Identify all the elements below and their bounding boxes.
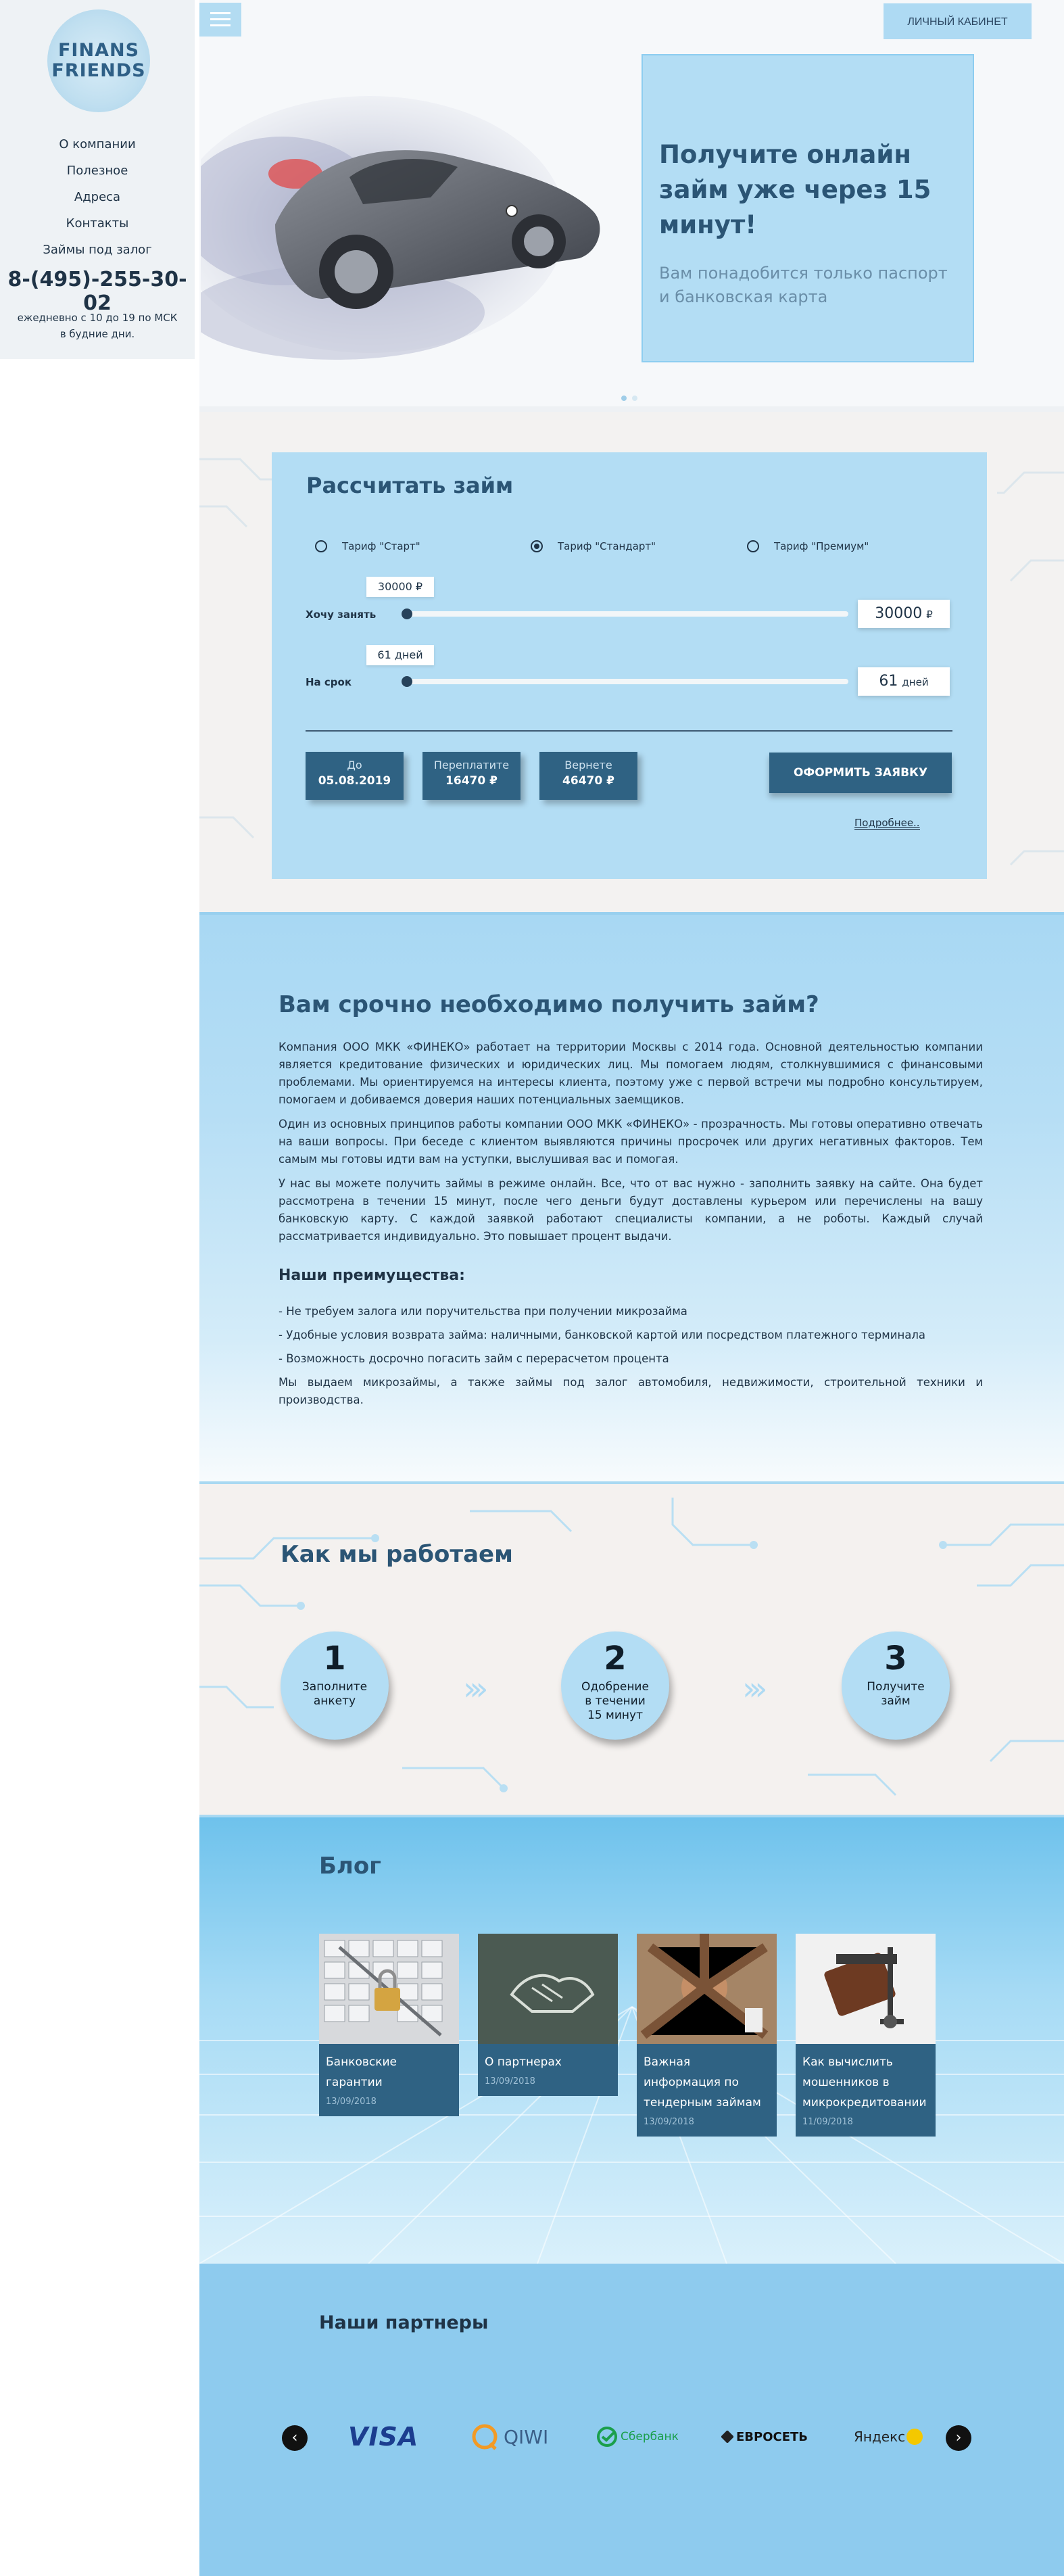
post-date: 13/09/2018 (644, 2117, 694, 2127)
step-number: 3 (884, 1640, 907, 1677)
partner-logo-qiwi[interactable] (470, 2422, 548, 2452)
carousel-next-button[interactable] (946, 2425, 971, 2451)
post-title-line: Банковские (326, 2055, 397, 2069)
amount-bubble: 30000 ₽ (366, 577, 434, 597)
post-title[interactable] (326, 2052, 452, 2093)
step-text-line: займ (881, 1694, 911, 1708)
advantage-item: - Возможность досрочно погасить займ с перерасчетом процента (279, 1352, 669, 1365)
about-paragraph: У нас вы можете получить займы в режиме онлайн. Все, что от вас нужно - заполнить заявку на сайте. Она будет рассмотрена в течении 15 минут, после чего деньги будут доставлены курьером или перечислены на вашу банковскую карту. С каждой заявкой работают специалисты компании, а не роботы. Каждый случай рассматривается индивидуально. Это повышает процент выдачи. (279, 1177, 983, 1243)
hours-line-2: в будние дни. (59, 328, 135, 340)
partner-logo-sberbank[interactable] (597, 2422, 679, 2452)
term-unit: дней (902, 676, 929, 688)
step-number: 2 (604, 1640, 627, 1677)
calculator-section (199, 406, 1064, 912)
step-text-line: 15 минут (587, 1709, 643, 1722)
partners-title: Наши партнеры (319, 2312, 489, 2333)
chevron-right-icon: › (955, 2429, 962, 2446)
post-body (478, 2044, 618, 2096)
blog-post-card[interactable] (319, 1934, 459, 2116)
nav-about[interactable]: О компании (59, 137, 136, 151)
menu-icon-bar (210, 18, 231, 20)
post-title-line: гарантии (326, 2076, 383, 2089)
promo-box (642, 54, 974, 362)
advantage-item: - Не требуем залога или поручительства при получении микрозайма (279, 1305, 687, 1318)
step-text-line: в течении (585, 1694, 646, 1708)
amount-slider-track[interactable] (402, 611, 848, 617)
radio-icon (747, 540, 759, 552)
about-paragraph: Компания ООО МКК «ФИНЕКО» работает на территории Москвы с 2014 года. Основной деятельностью компании является кредитование физических и юридических лиц. Мы помогаем людям, столкнувшимися с финансовыми проблемами. Мы ориентируемся на интересы клиента, поэтому уже с первой встречи мы подробно консультируем, помогаем и добиваемся доверия наших потенциальных заемщиков. (279, 1041, 983, 1106)
partner-logo-visa[interactable]: VISA (348, 2422, 419, 2452)
blog-post-card[interactable] (637, 1934, 777, 2137)
step-text-line: Заполните (301, 1680, 368, 1694)
post-title[interactable] (485, 2052, 611, 2072)
phone-number[interactable]: 8-(495)-255-30-02 (7, 268, 187, 315)
step-text-line: анкету (313, 1694, 356, 1708)
blog-post-card[interactable] (796, 1934, 936, 2137)
post-title-line: микрокредитовании (802, 2096, 927, 2109)
logo-line-2: FRIENDS (51, 60, 146, 81)
post-title[interactable] (802, 2052, 929, 2113)
step-text-line: Одобрение (581, 1680, 649, 1694)
blog-post-card[interactable] (478, 1934, 618, 2096)
post-image-keyboard-lock (319, 1934, 459, 2044)
team-hands-icon (637, 1934, 777, 2044)
how-we-work-section (199, 1481, 1064, 1817)
more-details-link[interactable]: Подробнее.. (854, 817, 920, 829)
amount-unit: ₽ (926, 609, 933, 621)
logo-line-1: FINANS (57, 40, 140, 61)
keyboard-lock-icon (319, 1934, 459, 2044)
return-label: Вернете (564, 759, 612, 771)
euroset-text: ЕВРОСЕТЬ (736, 2429, 808, 2444)
tariff-standard-radio[interactable] (531, 540, 656, 552)
step-3 (842, 1631, 950, 1740)
working-hours (0, 310, 195, 342)
return-box (539, 752, 637, 800)
sidebar (0, 0, 195, 359)
post-title-line: О партнерах (485, 2055, 562, 2069)
post-body (319, 2044, 459, 2116)
wallet-clamp-icon (796, 1934, 936, 2044)
return-value: 46470 ₽ (562, 774, 614, 788)
nav-addresses[interactable]: Адреса (74, 190, 121, 204)
advantage-item: - Удобные условия возврата займа: наличными, банковской картой или посредством платежного терминала (279, 1329, 926, 1341)
step-text (281, 1680, 389, 1709)
post-title[interactable] (644, 2052, 770, 2113)
due-date-value: 05.08.2019 (318, 774, 391, 788)
post-title-line: Важная (644, 2055, 691, 2069)
post-date: 11/09/2018 (802, 2117, 853, 2127)
slider-dot[interactable] (632, 396, 637, 401)
calculator-divider (306, 730, 952, 732)
step-text (842, 1680, 950, 1709)
about-section (199, 912, 1064, 1481)
hours-line-1: ежедневно с 10 до 19 по МСК (17, 312, 178, 324)
tariff-premium-radio[interactable] (747, 540, 869, 552)
nav-secured-loans[interactable]: Займы под залог (43, 243, 152, 257)
overpay-label: Переплатите (433, 759, 510, 771)
yandex-text: Яндекс (854, 2429, 906, 2445)
chevron-left-icon: ‹ (291, 2429, 298, 2446)
overpay-box (422, 752, 521, 800)
menu-toggle-button[interactable] (199, 3, 241, 37)
term-bubble: 61 дней (366, 645, 434, 665)
partner-logo-euroset[interactable] (721, 2422, 808, 2452)
logo[interactable] (47, 9, 150, 112)
blog-title: Блог (319, 1853, 381, 1880)
step-number: 1 (323, 1640, 346, 1677)
sberbank-icon (597, 2427, 617, 2447)
slider-dots (621, 391, 643, 404)
handshake-icon (478, 1934, 618, 2044)
post-image-wallet-clamp (796, 1934, 936, 2044)
advantages-list (279, 1303, 983, 1368)
overpay-value: 16470 ₽ (445, 774, 498, 788)
radio-selected-icon (531, 540, 543, 552)
advantages-title: Наши преимущества: (279, 1267, 465, 1284)
sidebar-nav (0, 131, 195, 263)
chevron-right-icon: ››› (742, 1670, 761, 1708)
amount-value: 30000 (875, 605, 923, 622)
menu-icon-bar (210, 12, 231, 14)
euroset-icon (721, 2431, 733, 2443)
due-date-label: До (347, 759, 362, 771)
post-title-line: информация по (644, 2076, 739, 2089)
tariff-start-label: Тариф "Старт" (342, 540, 420, 552)
qiwi-text: QIWI (504, 2425, 549, 2448)
term-label: На срок (306, 676, 352, 688)
blog-section (199, 1817, 1064, 2264)
due-date-box (306, 752, 404, 800)
hero-car-illustration (201, 55, 614, 387)
how-title: Как мы работаем (281, 1541, 513, 1568)
amount-label: Хочу занять (306, 609, 377, 621)
menu-icon-bar (210, 24, 231, 26)
post-title-line: мошенников в (802, 2076, 890, 2089)
post-image-team-hands (637, 1934, 777, 2044)
calculator-title: Рассчитать займ (306, 473, 514, 498)
term-value: 61 (879, 673, 898, 690)
yandex-icon (905, 2427, 924, 2446)
qiwi-icon (470, 2422, 500, 2452)
nav-contacts[interactable]: Контакты (66, 216, 129, 231)
step-text (561, 1680, 669, 1723)
about-closing: Мы выдаем микрозаймы, а также займы под залог автомобиля, недвижимости, строительной техники и производства. (279, 1376, 983, 1406)
partner-logo-yandex[interactable] (854, 2422, 924, 2452)
post-body (637, 2044, 777, 2137)
order-button[interactable]: ОФОРМИТЬ ЗАЯВКУ (769, 753, 952, 793)
tariff-start-radio[interactable] (315, 540, 420, 552)
post-date: 13/09/2018 (485, 2076, 535, 2086)
post-date: 13/09/2018 (326, 2097, 377, 2107)
about-paragraph: Один из основных принципов работы компании ООО МКК «ФИНЕКО» - прозрачность. Мы готовы оперативно отвечать на ваши вопросы. При беседе с клиентом выявляются причины просрочек или других негативных факторов. Тем самым мы готовы идти вам на уступки, выслушивая вас и помогая. (279, 1118, 983, 1166)
hero-title: Получите онлайн займ уже через 15 минут! (659, 140, 932, 239)
step-text-line: Получите (867, 1680, 925, 1694)
tariff-premium-label: Тариф "Премиум" (774, 540, 869, 552)
amount-slider-handle[interactable] (402, 609, 412, 619)
tariff-standard-label: Тариф "Стандарт" (558, 540, 656, 552)
radio-icon (315, 540, 327, 552)
carousel-prev-button[interactable] (282, 2425, 308, 2451)
hero-subtitle: Вам понадобится только паспорт и банковская карта (659, 264, 948, 306)
partners-section (199, 2264, 1064, 2576)
post-body (796, 2044, 936, 2137)
about-content (279, 991, 983, 1416)
personal-cabinet-button[interactable]: ЛИЧНЫЙ КАБИНЕТ (884, 3, 1032, 39)
post-image-handshake (478, 1934, 618, 2044)
term-value-field[interactable] (858, 667, 950, 696)
post-title-line: Как вычислить (802, 2055, 893, 2069)
hero-section (199, 0, 1064, 406)
sberbank-text: Сбербанк (621, 2430, 679, 2443)
about-title: Вам срочно необходимо получить займ? (279, 991, 819, 1018)
term-slider-handle[interactable] (402, 676, 412, 687)
chevron-right-icon: ››› (463, 1670, 482, 1708)
amount-value-field[interactable] (858, 600, 950, 628)
step-1 (281, 1631, 389, 1740)
term-slider-track[interactable] (402, 679, 848, 684)
post-title-line: тендерным займам (644, 2096, 761, 2109)
step-2 (561, 1631, 669, 1740)
slider-dot-active[interactable] (621, 396, 627, 401)
nav-useful[interactable]: Полезное (66, 164, 128, 178)
calculator-card (272, 452, 987, 879)
